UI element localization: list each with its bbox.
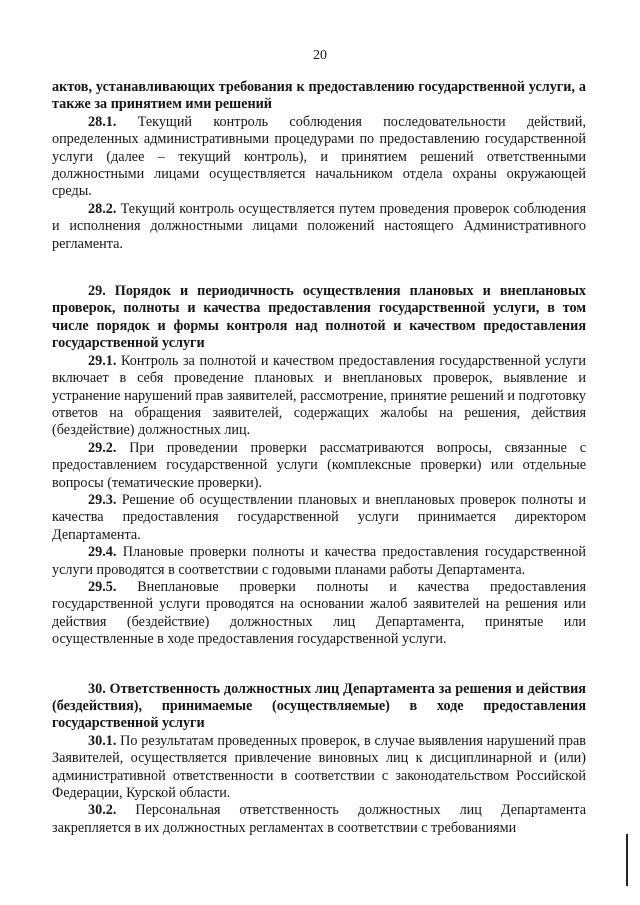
spacer (52, 253, 586, 283)
paragraph-29-3 (52, 492, 586, 544)
paragraph-28-1 (52, 114, 586, 201)
clause-number: 30.1. (88, 732, 117, 749)
page-number: 20 (313, 48, 327, 63)
clause-number: 29.3. (88, 491, 117, 508)
clause-number: 28.2. (88, 200, 117, 217)
clause-text: Решение об осуществлении плановых и внеплановых проверок полноты и качества предоставления государственной услуги принимается директором Департамента. (52, 491, 586, 543)
paragraph-30-1 (52, 733, 586, 803)
clause-text: Внеплановые проверки полноты и качества предоставления государственной услуги проводятся на основании жалоб заявителей на решения или действия (бездействие) должностных лиц Департамента, принятые или осуществленные в ходе предоставления государственной услуги. (52, 578, 586, 648)
clause-text: Текущий контроль соблюдения последовательности действий, определенных административными процедурами по предоставлению государственной услуги (далее – текущий контроль), и принятием решений ответственными должностными лицами осуществляется начальником отдела охраны окружающей среды. (52, 113, 586, 200)
paragraph-29-4 (52, 544, 586, 579)
clause-text: Контроль за полнотой и качеством предоставления государственной услуги включает в себя проведение плановых и внеплановых проверок, выявление и устранение нарушений прав заявителей, рассмотрение, принятие решений и подготовку ответов на обращения заявителей, содержащих жалобы на решения, действия (бездействие) должностных лиц. (52, 352, 587, 439)
section-heading-29: 29. Порядок и периодичность осуществления плановых и внеплановых проверок, полноты и качества предоставления государственной услуги, в том числе порядок и формы контроля над полнотой и качеством предоставления государственной услуги (52, 283, 586, 352)
section-heading-30: 30. Ответственность должностных лиц Департамента за решения и действия (бездействия), принимаемые (осуществляемые) в ходе предоставления государственной услуги (52, 680, 586, 732)
clause-number: 30.2. (88, 802, 117, 819)
paragraph-28-2 (52, 201, 586, 253)
clause-text: Текущий контроль осуществляется путем проведения проверок соблюдения и исполнения должностными лицами положений настоящего Административного регламента. (52, 200, 586, 252)
clause-number: 29.2. (88, 439, 117, 456)
document-body (52, 79, 586, 837)
clause-text: При проведении проверки рассматриваются вопросы, связанные с предоставлением государственной услуги (комплексные проверки) или отдельные вопросы (тематические проверки). (52, 439, 587, 491)
clause-number: 28.1. (88, 113, 117, 130)
clause-text: Плановые проверки полноты и качества предоставления государственной услуги проводятся в соответствии с годовыми планами работы Департамента. (52, 544, 587, 578)
paragraph-29-5 (52, 579, 586, 649)
clause-number: 29.1. (88, 352, 117, 369)
spacer (52, 649, 586, 681)
clause-text: Персональная ответственность должностных лиц Департамента закрепляется в их должностных регламентах в соответствии с требованиями (52, 802, 587, 836)
clause-number: 29.5. (88, 578, 117, 595)
paragraph-30-2 (52, 802, 586, 837)
paragraph-29-1 (52, 353, 586, 440)
clause-text: По результатам проведенных проверок, в случае выявления нарушений прав Заявителей, осуществляется привлечение виновных лиц к дисциплинарной и (или) административной ответственности в соответствии с законодательством Российской Федерации, Курской области. (52, 732, 586, 802)
section-heading-28-continued: актов, устанавливающих требования к предоставлению государственной услуги, а также за принятием ими решений (52, 79, 586, 113)
scan-margin-mark (626, 834, 628, 886)
paragraph-29-2 (52, 440, 586, 492)
clause-number: 29.4. (88, 544, 117, 561)
